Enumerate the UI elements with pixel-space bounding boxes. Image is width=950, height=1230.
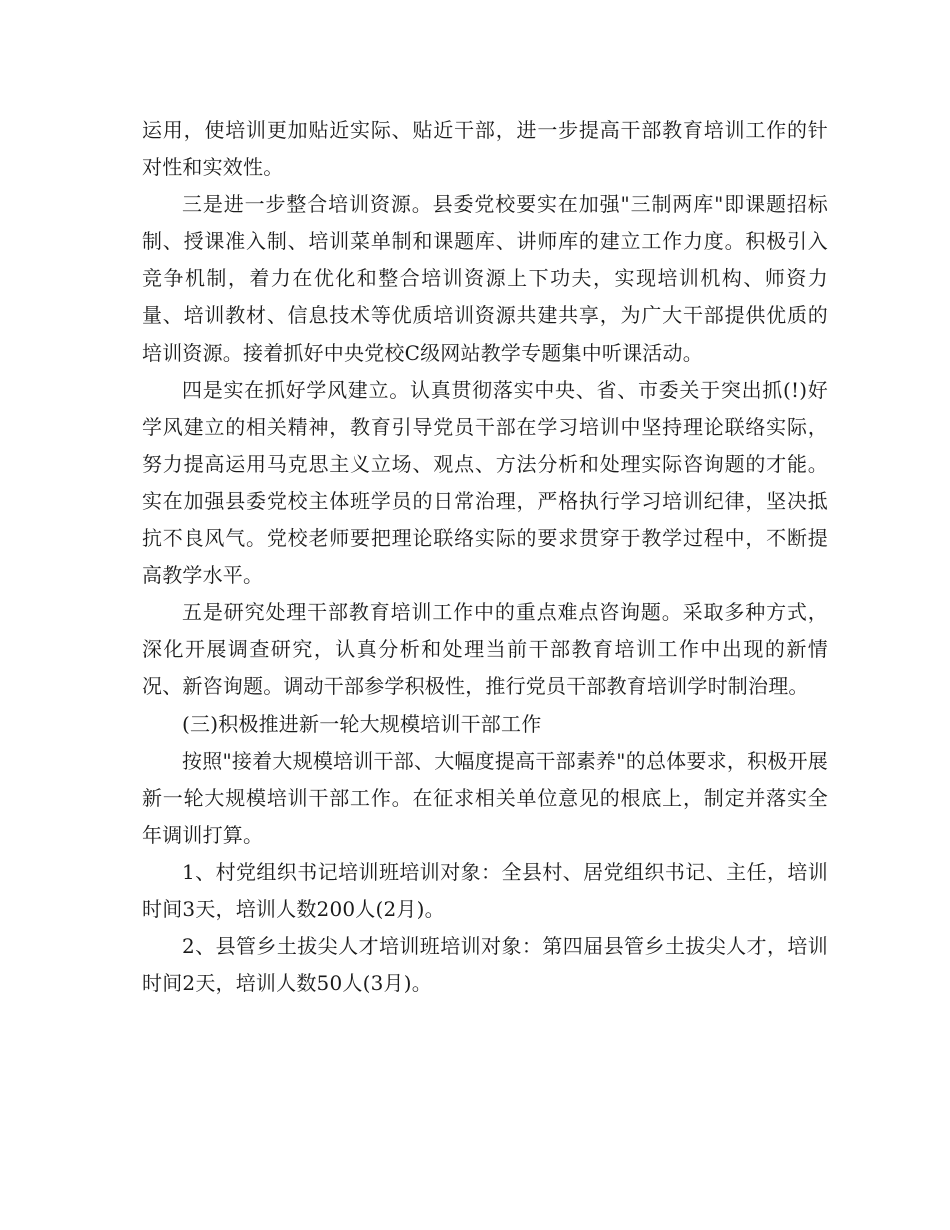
paragraph-study-style: 四是实在抓好学风建立。认真贯彻落实中央、省、市委关于突出抓(!)好学风建立的相关精神，教育引导党员干部在学习培训中坚持理论联络实际，努力提高运用马克思主义立场、观点、方法分析和处理实际咨询题的才能。实在加强县委党校主体班学员的日常治理，严格执行学习培训纪律，坚决抵抗不良风气。党校老师要把理论联络实际的要求贯穿于教学过程中，不断提高教学水平。 <box>142 377 828 588</box>
paragraph-requirements: 按照"接着大规模培训干部、大幅度提高干部素养"的总体要求，积极开展新一轮大规模培训干部工作。在征求相关单位意见的根底上，制定并落实全年调训打算。 <box>142 748 828 847</box>
document-body <box>142 112 828 1002</box>
section-heading: (三)积极推进新一轮大规模培训干部工作 <box>182 711 542 736</box>
paragraph-key-problems: 五是研究处理干部教育培训工作中的重点难点咨询题。采取多种方式，深化开展调查研究，认真分析和处理当前干部教育培训工作中出现的新情况、新咨询题。调动干部参学积极性，推行党员干部教育培训学时制治理。 <box>142 600 828 699</box>
paragraph-continuation: 运用，使培训更加贴近实际、贴近干部，进一步提高干部教育培训工作的针对性和实效性。 <box>142 118 828 180</box>
list-item-local-talents: 2、县管乡土拔尖人才培训班培训对象：第四届县管乡土拔尖人才，培训时间2天，培训人数50人(3月)。 <box>142 934 828 996</box>
list-item-village-secretaries: 1、村党组织书记培训班培训对象：全县村、居党组织书记、主任，培训时间3天，培训人数200人(2月)。 <box>142 859 828 921</box>
paragraph-integrate-resources: 三是进一步整合培训资源。县委党校要实在加强"三制两库"即课题招标制、授课准入制、培训菜单制和课题库、讲师库的建立工作力度。积极引入竞争机制，着力在优化和整合培训资源上下功夫，实现培训机构、师资力量、培训教材、信息技术等优质培训资源共建共享，为广大干部提供优质的培训资源。接着抓好中央党校C级网站教学专题集中听课活动。 <box>142 192 828 365</box>
